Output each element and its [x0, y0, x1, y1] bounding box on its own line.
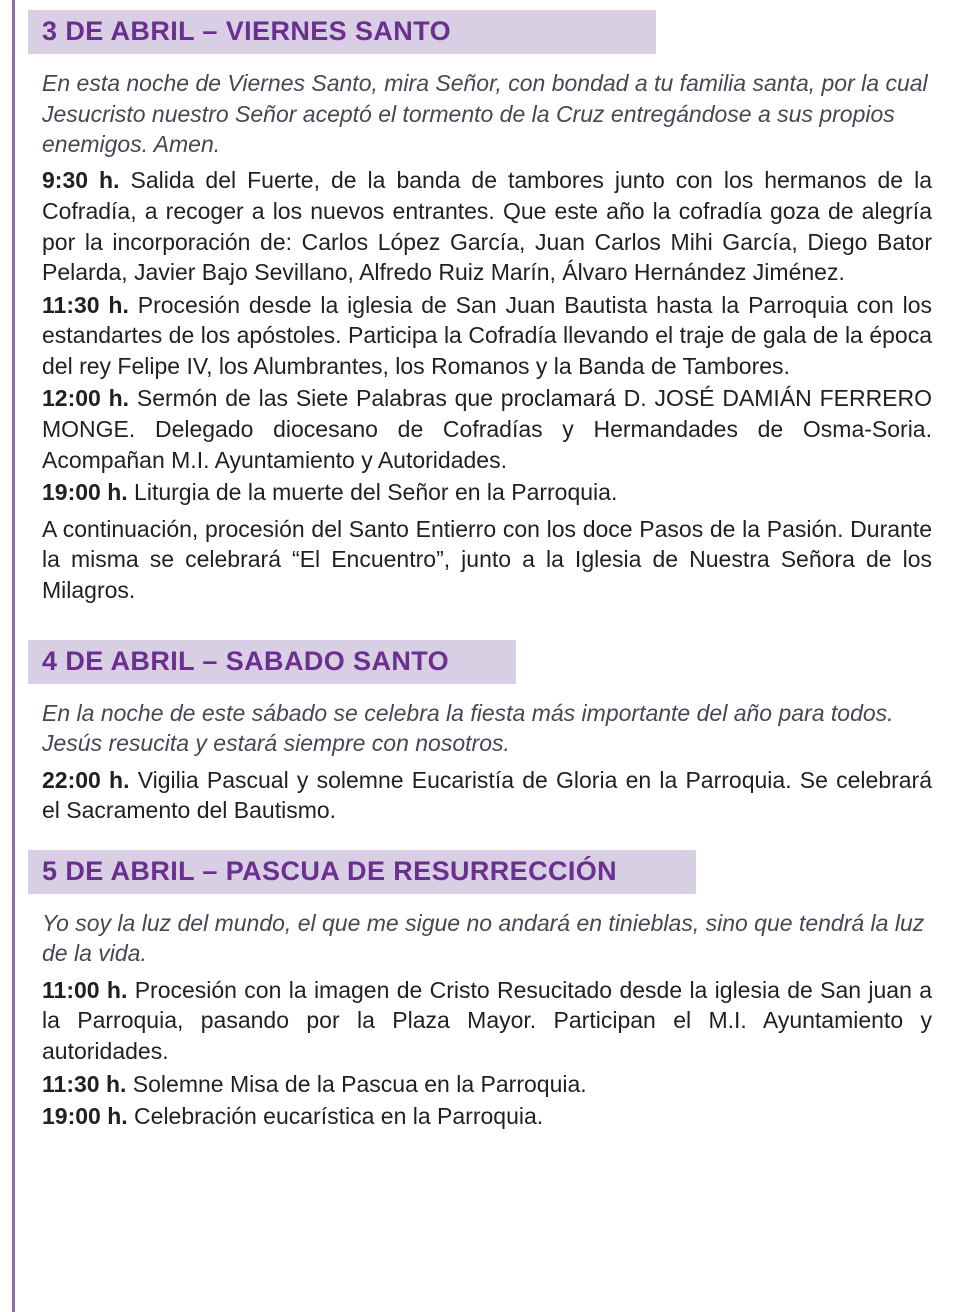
section-closing-text: A continuación, procesión del Santo Entierro con los doce Pasos de la Pasión. Durante la misma se celebrará “El Encuentro”, junto a la Iglesia de Nuestra Señora de los Milagros.	[42, 515, 932, 603]
entry-time: 11:00 h.	[42, 976, 128, 1003]
section-viernes-santo	[28, 10, 938, 606]
section-spacer	[28, 606, 938, 640]
schedule-entry	[28, 477, 938, 508]
section-intro-text: Yo soy la luz del mundo, el que me sigue no andará en tinieblas, sino que tendrá la luz de la vida.	[42, 910, 925, 967]
section-intro-text: En esta noche de Viernes Santo, mira Señor, con bondad a tu familia santa, por la cual Jesucristo nuestro Señor aceptó el tormento de la Cruz entregándose a sus propios enemigos. Amen.	[42, 70, 928, 158]
entry-time: 9:30 h.	[42, 167, 120, 194]
left-margin-rule	[12, 0, 15, 1312]
schedule-entry	[28, 290, 938, 382]
entry-text: Procesión desde la iglesia de San Juan Bautista hasta la Parroquia con los estandartes de los apóstoles. Participa la Cofradía llevando el traje de gala de la época del rey Felipe IV, los Alumbrantes, los Romanos y la Banda de Tambores.	[42, 291, 933, 379]
entry-time: 22:00 h.	[42, 766, 130, 793]
schedule-entry	[28, 165, 938, 287]
schedule-entry	[28, 975, 938, 1067]
entry-text: Sermón de las Siete Palabras que proclamará D. JOSÉ DAMIÁN FERRERO MONGE. Delegado diocesano de Cofradías y Hermandades de Osma-Soria. Acompañan M.I. Ayuntamiento y Autoridades.	[42, 385, 933, 473]
schedule-entry	[28, 765, 938, 826]
entry-text: Vigilia Pascual y solemne Eucaristía de Gloria en la Parroquia. Se celebrará el Sacramento del Bautismo.	[42, 766, 933, 824]
entry-text: Celebración eucarística en la Parroquia.	[134, 1103, 544, 1130]
section-pascua-resurreccion	[28, 850, 938, 1132]
schedule-entry	[28, 383, 938, 475]
entry-time: 19:00 h.	[42, 1103, 128, 1130]
entry-time: 11:30 h.	[42, 1070, 127, 1097]
section-sabado-santo	[28, 640, 938, 826]
entry-text: Procesión con la imagen de Cristo Resucitado desde la iglesia de San juan a la Parroquia, pasando por la Plaza Mayor. Participan el M.I. Ayuntamiento y autoridades.	[42, 976, 933, 1064]
section-heading: 3 DE ABRIL – VIERNES SANTO	[28, 10, 656, 54]
schedule-entry	[28, 1101, 938, 1132]
schedule-entry	[28, 1069, 938, 1100]
entry-time: 12:00 h.	[42, 385, 130, 412]
section-intro-text: En la noche de este sábado se celebra la fiesta más importante del año para todos. Jesús resucita y estará siempre con nosotros.	[42, 699, 894, 757]
entry-time: 19:00 h.	[42, 479, 128, 506]
section-heading: 5 DE ABRIL – PASCUA DE RESURRECCIÓN	[28, 850, 696, 894]
entry-text: Liturgia de la muerte del Señor en la Parroquia.	[134, 479, 618, 506]
entry-text: Salida del Fuerte, de la banda de tambores junto con los hermanos de la Cofradía, a recoger a los nuevos entrantes. Que este año la cofradía goza de alegría por la incorporación de: Carlos López García, Juan Carlos Mihi García, Diego Bator Pelarda, Javier Bajo Sevillano, Alfredo Ruiz Marín, Álvaro Hernández Jiménez.	[42, 167, 932, 286]
section-spacer	[28, 828, 938, 850]
entry-text: Solemne Misa de la Pascua en la Parroquia.	[132, 1070, 587, 1097]
section-heading: 4 DE ABRIL – SABADO SANTO	[28, 640, 516, 684]
entry-time: 11:30 h.	[42, 291, 129, 318]
